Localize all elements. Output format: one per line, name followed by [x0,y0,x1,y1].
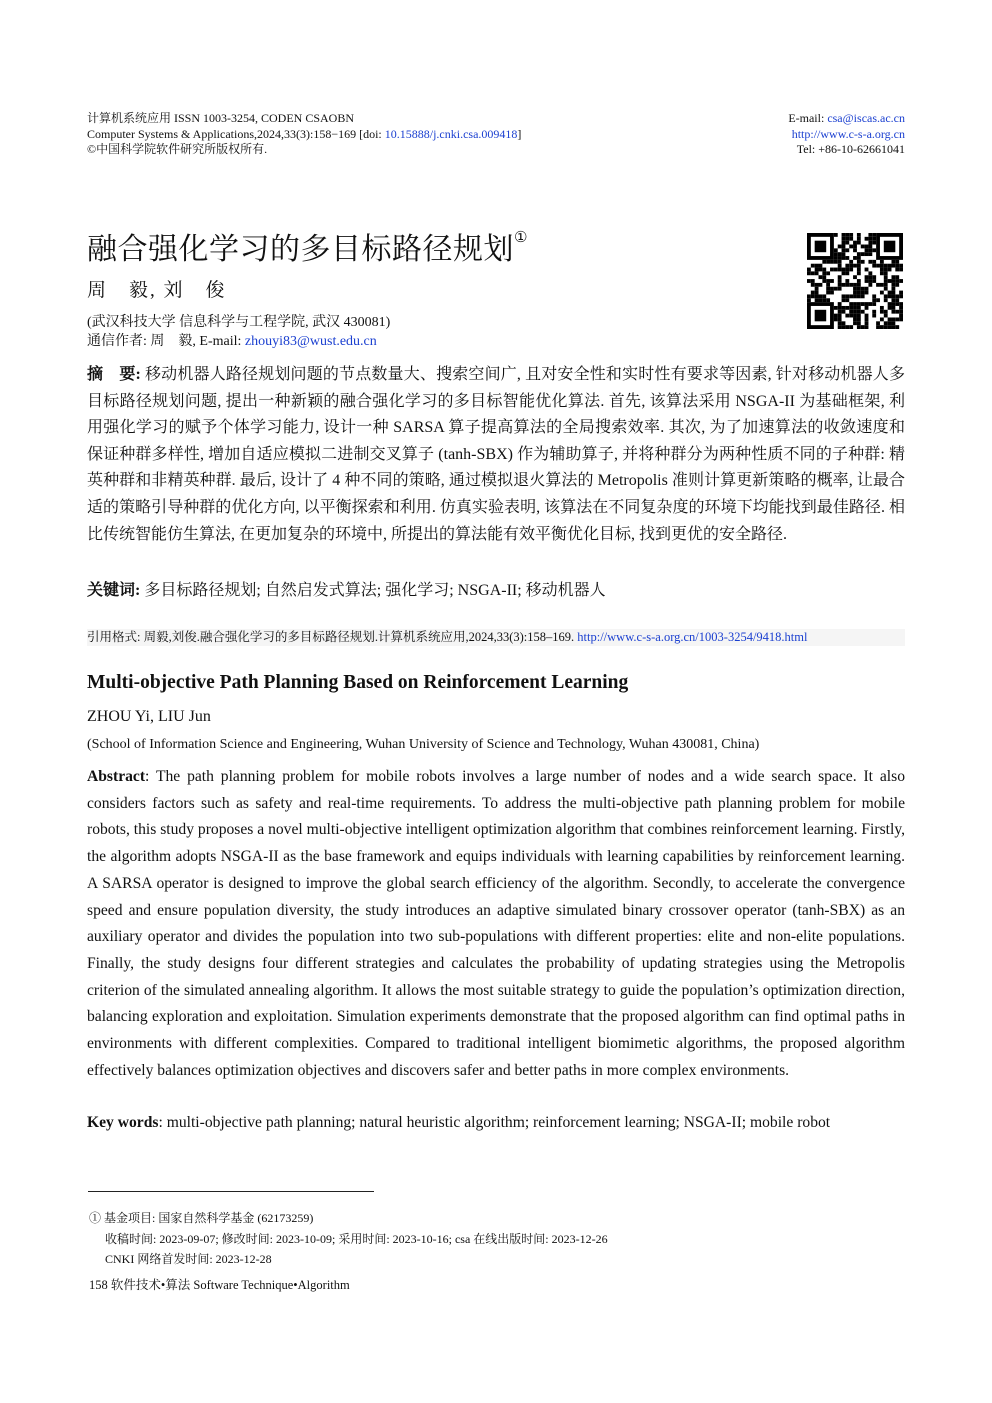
citation-format [87,629,905,646]
footnote-divider [88,1191,374,1192]
corresponding-label: 通信作者: 周 毅, E-mail: [87,334,245,349]
cn-abstract-label: 摘 要: [87,366,141,383]
en-authors: ZHOU Yi, LIU Jun [87,708,211,725]
page-footer: 158 软件技术•算法 Software Technique•Algorithm [89,1278,350,1292]
affiliation: (武汉科技大学 信息科学与工程学院, 武汉 430081) [87,315,391,330]
copyright: ©中国科学院软件研究所版权所有. [87,142,268,156]
journal-header-left [87,111,521,158]
en-abstract-label: Abstract [87,768,146,785]
en-abstract-text: : The path planning problem for mobile robots involves a large number of nodes and a wide search space. It also considers factors such as safety and real-time requirements. To address the multi-objective path planning problem for mobile robots, this study proposes a novel multi-objective intelligent optimization algorithm that combines reinforcement learning. Firstly, the algorithm adopts NSGA-II as the base framework and equips individuals with learning capabilities by reinforcement learning. A SARSA operator is designed to improve the global search efficiency of the algorithm. Secondly, to accelerate the convergence speed and ensure population diversity, the study introduces an adaptive simulated binary crossover operator (tanh-SBX) as an auxiliary operator and divides the population into two sub-populations with different properties: elite and non-elite populations. Finally, the study designs four different strategies and calculates the probability of updating strategies using the Metropolis criterion of the simulated annealing algorithm. It allows the most suitable strategy to guide the population’s optimization direction, balancing exploration and exploitation. Simulation experiments demonstrate that the proposed algorithm can find optimal paths in environments with different complexities. Compared to traditional intelligent biomimetic algorithms, the proposed algorithm effectively balances optimization objectives and discovers safer and better paths in more complex environments. [87,768,905,1079]
affiliation-block [87,313,390,351]
dates-note: 收稿时间: 2023-09-07; 修改时间: 2023-10-09; 采用时间: 2023-10-16; csa 在线出版时间: 2023-12-26 [105,1231,608,1246]
doi-bracket: ] [517,126,522,141]
cn-keywords [87,578,905,605]
qr-code-icon [807,233,903,329]
en-keywords-text: : multi-objective path planning; natural heuristic algorithm; reinforcement learning; NSGA-II; mobile robot [158,1114,831,1131]
en-keywords-label: Key words [87,1114,159,1131]
journal-issn: 计算机系统应用 ISSN 1003-3254, CODEN CSAOBN [87,111,355,125]
journal-citation: Computer Systems & Applications,2024,33(3):158−169 [doi: [87,126,385,141]
cn-keywords-text: 多目标路径规划; 自然启发式算法; 强化学习; NSGA-II; 移动机器人 [140,582,606,599]
journal-header-right [788,111,905,158]
email-label: E-mail: [788,111,828,125]
en-keywords [87,1110,905,1137]
en-affiliation: (School of Information Science and Engineering, Wuhan University of Science and Technology, Wuhan 430081, China) [87,737,760,752]
citation-text: 引用格式: 周毅,刘俊.融合强化学习的多目标路径规划.计算机系统应用,2024,33(3):158–169. [87,630,578,644]
paper-title [87,224,528,268]
cn-keywords-label: 关键词: [87,582,141,599]
doi-link[interactable]: 10.15888/j.cnki.csa.009418 [384,126,518,141]
citation-link[interactable]: http://www.c-s-a.org.cn/1003-3254/9418.html [577,630,808,644]
footnote-mark: ① [514,228,528,246]
cnki-note: CNKI 网络首发时间: 2023-12-28 [105,1252,272,1266]
footnotes [89,1208,608,1270]
title-text: 融合强化学习的多目标路径规划 [87,232,514,267]
en-abstract [87,764,905,1084]
journal-tel: Tel: +86-10-62661041 [796,142,905,156]
en-title: Multi-objective Path Planning Based on Reinforcement Learning [87,672,629,693]
journal-url-link[interactable]: http://www.c-s-a.org.cn [791,126,905,141]
cn-abstract [87,362,905,548]
cn-abstract-text: 移动机器人路径规划问题的节点数量大、搜索空间广, 且对安全性和实时性有要求等因素, 针对移动机器人多目标路径规划问题, 提出一种新颖的融合强化学习的多目标智能优化算法. 首先, 该算法采用 NSGA-II 为基础框架, 利用强化学习的赋予个体学习能力, 设计一种 SARSA 算子提高算法的全局搜索效率. 其次, 为了加速算法的收敛速度和保证种群多样性, 增加自适应模拟二进制交叉算子 (tanh-SBX) 作为辅助算子, 并将种群分为两种性质不同的子种群: 精英种群和非精英种群. 最后, 设计了 4 种不同的策略, 通过模拟退火算法的 Metropolis 准则计算更新策略的概率, 让最合适的策略引导种群的优化方向, 以平衡探索和利用. 仿真实验表明, 该算法在不同复杂度的环境下均能找到最佳路径. 相比传统智能仿生算法, 在更加复杂的环境中, 所提出的算法能有效平衡优化目标, 找到更优的安全路径. [87,366,905,543]
funding-note: ① 基金项目: 国家自然科学基金 (62173259) [89,1211,314,1225]
authors: 周 毅, 刘 俊 [87,280,227,301]
corresponding-email-link[interactable]: zhouyi83@wust.edu.cn [244,334,377,349]
journal-email-link[interactable]: csa@iscas.ac.cn [827,111,905,125]
